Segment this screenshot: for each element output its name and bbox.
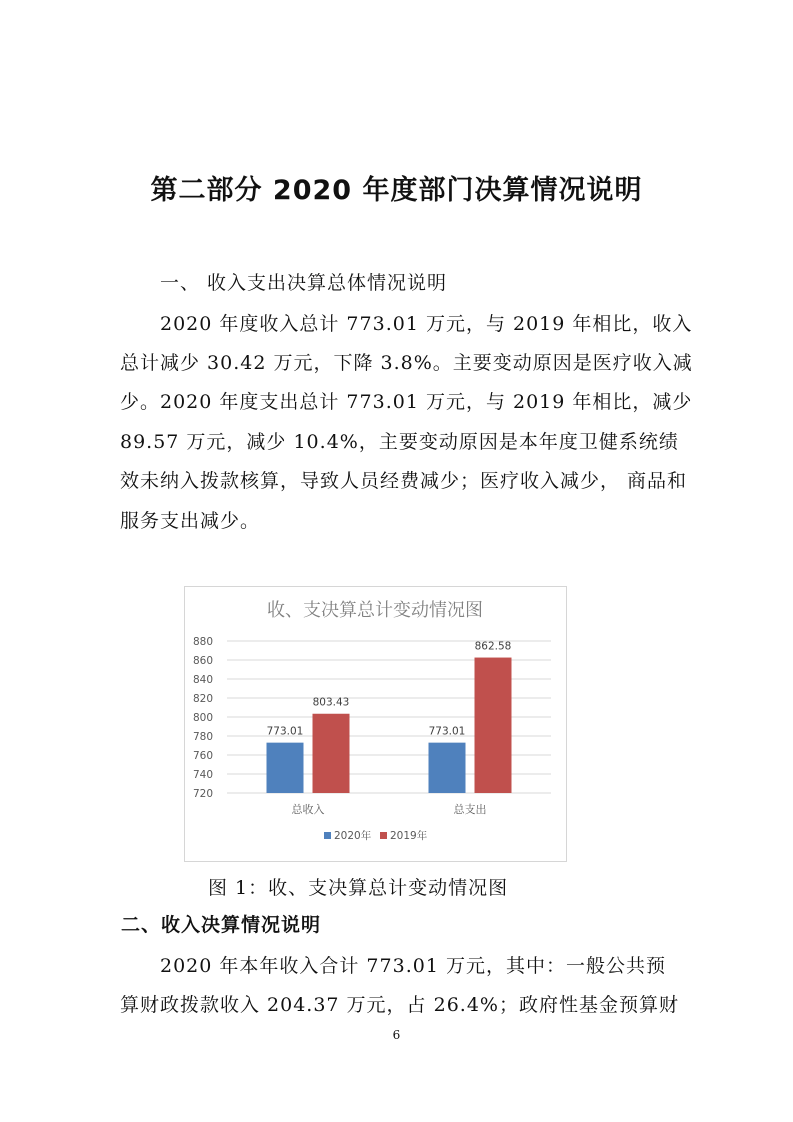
y-tick-label: 740 — [192, 769, 213, 781]
bar-0-1 — [429, 743, 466, 793]
bar-1-1 — [475, 658, 512, 793]
y-tick-label: 800 — [192, 712, 213, 724]
data-label: 803.43 — [312, 696, 350, 709]
chart-svg — [185, 587, 566, 861]
paragraph-line: 2020 年本年收入合计 773.01 万元，其中：一般公共预 — [160, 955, 666, 977]
paragraph-line: 少。2020 年度支出总计 773.01 万元，与 2019 年相比，减少 — [120, 391, 693, 413]
data-label: 773.01 — [266, 725, 304, 738]
paragraph-line: 2020 年度收入总计 773.01 万元，与 2019 年相比，收入 — [160, 313, 693, 335]
figure-caption: 图 1：收、支决算总计变动情况图 — [208, 877, 509, 899]
paragraph-line: 算财政拨款收入 204.37 万元，占 26.4%；政府性基金预算财 — [120, 994, 679, 1016]
page-title: 第二部分 2020 年度部门决算情况说明 — [150, 175, 643, 206]
y-tick-label: 820 — [192, 693, 213, 705]
bar-0-0 — [267, 743, 304, 793]
y-tick-label: 720 — [192, 788, 213, 800]
paragraph-line: 总计减少 30.42 万元，下降 3.8%。主要变动原因是医疗收入减 — [120, 352, 693, 374]
x-tick-label: 总支出 — [453, 803, 487, 816]
y-tick-label: 840 — [192, 674, 213, 686]
bar-1-0 — [313, 714, 350, 793]
chart-title: 收、支决算总计变动情况图 — [267, 600, 483, 621]
y-tick-label: 780 — [192, 731, 213, 743]
data-label: 773.01 — [428, 725, 466, 738]
legend-label: 2019年 — [390, 830, 428, 842]
section-heading-income-details: 二、收入决算情况说明 — [121, 914, 322, 936]
y-tick-label: 880 — [192, 636, 213, 648]
y-tick-label: 760 — [192, 750, 213, 762]
paragraph-line: 89.57 万元，减少 10.4%，主要变动原因是本年度卫健系统绩 — [120, 431, 679, 453]
section-heading-income-expenditure: 一、 收入支出决算总体情况说明 — [160, 272, 448, 294]
y-tick-label: 860 — [192, 655, 213, 667]
legend-swatch — [324, 832, 331, 839]
income-expenditure-chart — [184, 586, 567, 862]
paragraph-line: 效未纳入拨款核算，导致人员经费减少；医疗收入减少， 商品和 — [120, 470, 688, 492]
page-number: 6 — [392, 1028, 401, 1042]
data-label: 862.58 — [474, 640, 512, 653]
legend-swatch — [380, 832, 387, 839]
x-tick-label: 总收入 — [291, 803, 325, 816]
legend-label: 2020年 — [334, 830, 372, 842]
paragraph-line: 服务支出减少。 — [120, 510, 261, 532]
